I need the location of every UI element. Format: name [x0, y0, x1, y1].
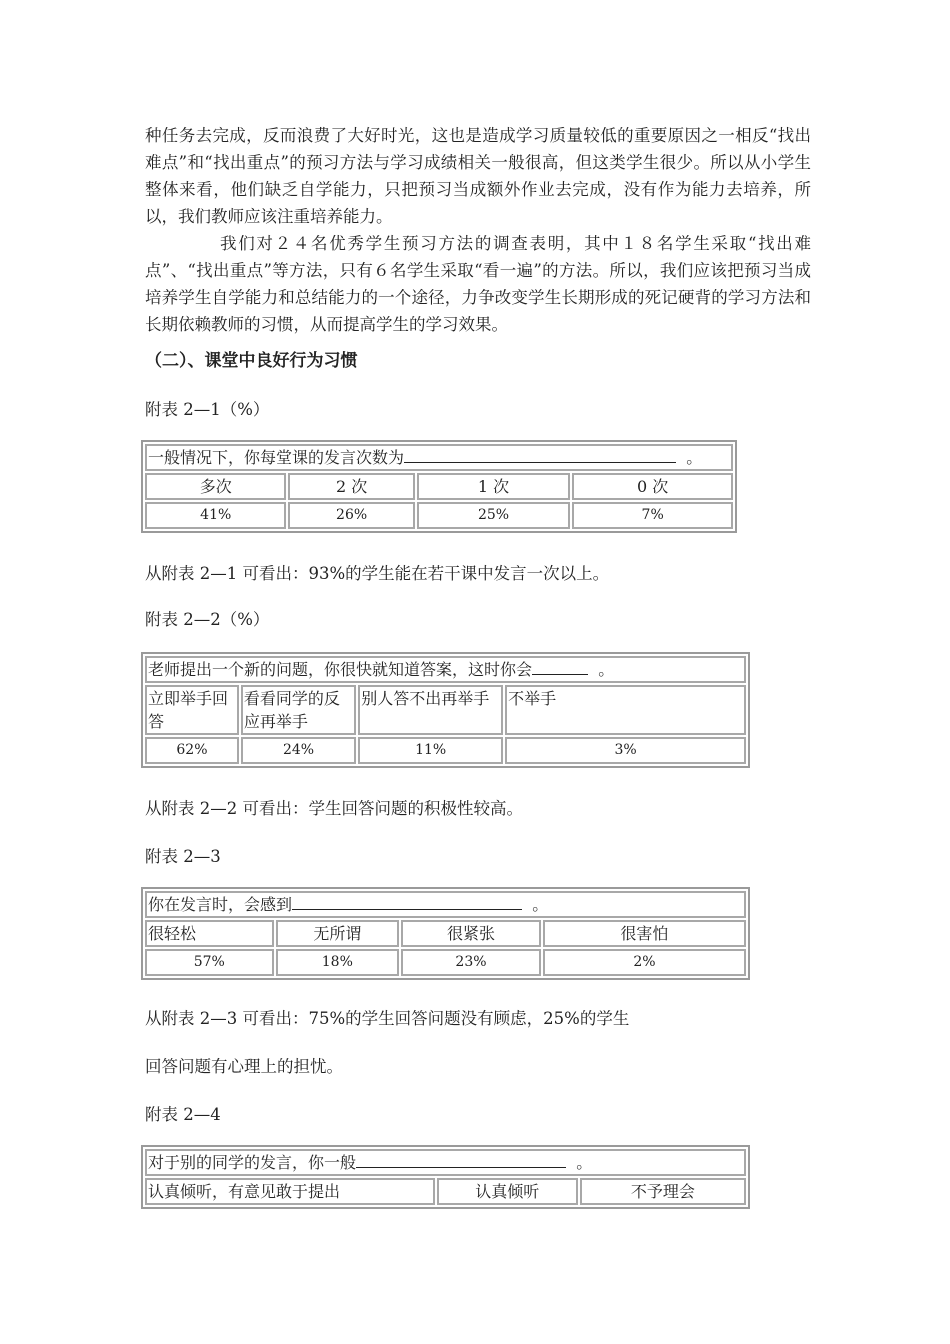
table1-question-end: 。: [686, 448, 703, 467]
table1-question-cell: [145, 444, 733, 471]
table3-question: 你在发言时，会感到: [148, 895, 293, 914]
table2-values-row: [145, 737, 746, 764]
table1-value: 41%: [145, 502, 286, 529]
table1-conclusion: 从附表 2—1 可看出：93%的学生能在若干课中发言一次以上。: [145, 564, 610, 583]
table3-value: 57%: [145, 949, 274, 976]
table4-question-cell: [145, 1149, 746, 1176]
table1-answer-blank: [404, 446, 676, 463]
table1-option: 0 次: [572, 473, 733, 500]
table1-caption: 附表 2—1（%）: [145, 400, 270, 419]
table3-conclusion-line-1: 从附表 2—3 可看出：75%的学生回答问题没有顾虑，25%的学生: [145, 1009, 630, 1028]
table3-conclusion-line-2: 回答问题有心理上的担忧。: [145, 1057, 343, 1076]
table2-value: 11%: [358, 737, 503, 764]
table2-value: 62%: [145, 737, 239, 764]
table1-value: 25%: [417, 502, 571, 529]
table2-question-cell: [145, 656, 746, 683]
intro-paragraph-1: 种任务去完成，反而浪费了大好时光，这也是造成学习质量较低的重要原因之一相反“找出难点”和“找出重点”的预习方法与学习成绩相关一般很高，但这类学生很少。所以从小学生整体来看，他们缺乏自学能力，只把预习当成额外作业去完成，没有作为能力去培养，所以，我们教师应该注重培养能力。: [145, 126, 811, 226]
table3-option: 很轻松: [145, 920, 274, 947]
table3-option: 很害怕: [543, 920, 746, 947]
table2-caption: 附表 2—2（%）: [145, 610, 270, 629]
table3-question-row: [145, 891, 746, 918]
table1-value: 7%: [572, 502, 733, 529]
table3-option: 无所谓: [276, 920, 399, 947]
table2-question: 老师提出一个新的问题，你很快就知道答案，这时你会: [148, 660, 533, 679]
table3-caption: 附表 2—3: [145, 847, 221, 866]
table4-answer-blank: [356, 1151, 566, 1168]
table2-conclusion: 从附表 2—2 可看出：学生回答问题的积极性较高。: [145, 799, 523, 818]
intro-paragraph-2: 我们对２４名优秀学生预习方法的调查表明，其中１８名学生采取“找出难点”、“找出重点”等方法，只有６名学生采取“看一遍”的方法。所以，我们应该把预习当成培养学生自学能力和总结能力的一个途径，力争改变学生长期形成的死记硬背的学习方法和长期依赖教师的习惯，从而提高学生的学习效果。: [145, 234, 811, 334]
table3-answer-blank: [292, 893, 522, 910]
table4-option: 认真倾听: [437, 1178, 578, 1205]
table2-option: 看看同学的反应再举手: [241, 685, 356, 735]
table1-value: 26%: [288, 502, 414, 529]
table1-question: 一般情况下，你每堂课的发言次数为: [148, 448, 405, 467]
table4-question-row: [145, 1149, 746, 1176]
section-heading: （二）、课堂中良好行为习惯: [145, 351, 358, 371]
table3-values-row: [145, 949, 746, 976]
table2-question-end: 。: [598, 660, 615, 679]
table3-value: 2%: [543, 949, 746, 976]
table3-question-end: 。: [532, 895, 549, 914]
table2-option: 别人答不出再举手: [358, 685, 503, 735]
table2-value: 24%: [241, 737, 356, 764]
table1-options-row: [145, 473, 733, 500]
table1-values-row: [145, 502, 733, 529]
table1: [141, 440, 737, 533]
table2-options-row: [145, 685, 746, 735]
table4-option: 认真倾听，有意见敢于提出: [145, 1178, 435, 1205]
table4-option: 不予理会: [580, 1178, 746, 1205]
table3-value: 18%: [276, 949, 399, 976]
table4-options-row: [145, 1178, 746, 1205]
table1-option: 多次: [145, 473, 286, 500]
table3-value: 23%: [401, 949, 541, 976]
table1-option: 1 次: [417, 473, 571, 500]
intro-text: [145, 122, 811, 338]
table3-question-cell: [145, 891, 746, 918]
table2-value: 3%: [505, 737, 746, 764]
table2-answer-blank: [532, 658, 588, 675]
table3-options-row: [145, 920, 746, 947]
table4-question-end: 。: [576, 1153, 593, 1172]
table2: [141, 652, 750, 768]
table4-caption: 附表 2—4: [145, 1105, 221, 1124]
table2-option: 不举手: [505, 685, 746, 735]
table3-option: 很紧张: [401, 920, 541, 947]
table4: [141, 1145, 750, 1209]
table2-question-row: [145, 656, 746, 683]
table4-question: 对于别的同学的发言，你一般: [148, 1153, 357, 1172]
table1-option: 2 次: [288, 473, 414, 500]
table1-question-row: [145, 444, 733, 471]
table2-option: 立即举手回答: [145, 685, 239, 735]
table3: [141, 887, 750, 980]
